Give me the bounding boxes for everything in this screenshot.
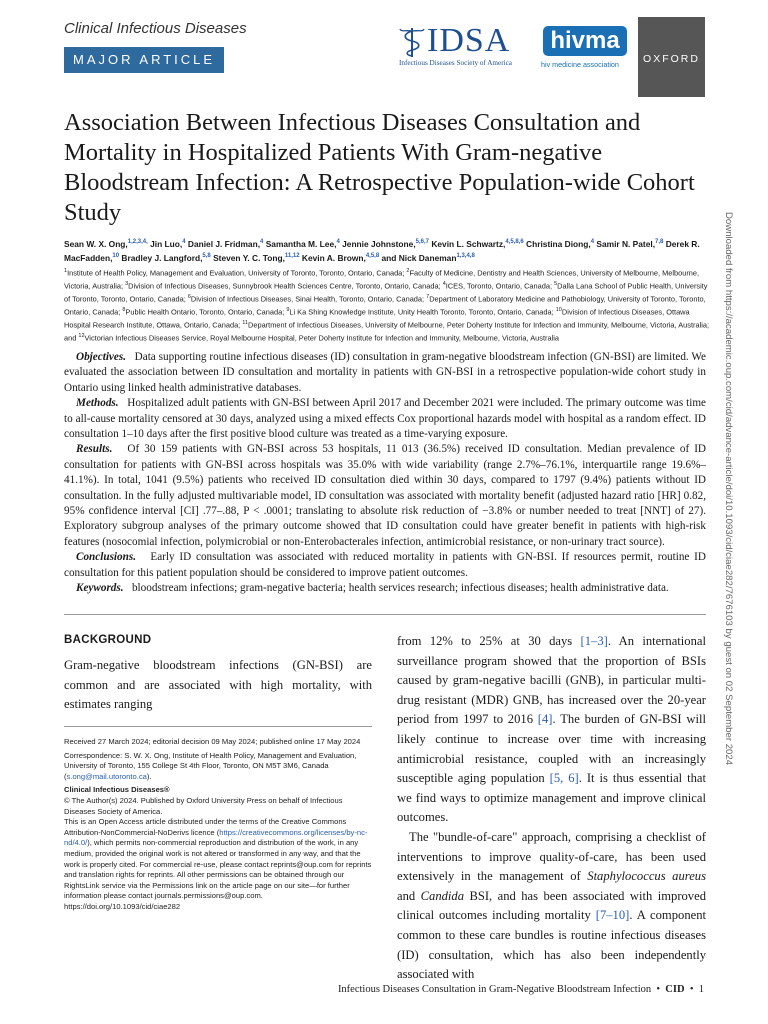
author-affiliation-marker: 5,6,7 (415, 239, 430, 245)
download-watermark (722, 212, 746, 832)
author-affiliation-marker: 4,5,8 (365, 252, 380, 259)
copyright: © The Author(s) 2024. Published by Oxford University Press on behalf of Infectious Diseases Society of America. (64, 795, 343, 816)
author-list (64, 236, 714, 264)
affiliation-marker: 1 (64, 268, 68, 274)
section-heading-background: BACKGROUND (64, 634, 152, 646)
author-name: Samantha M. Lee, (263, 238, 337, 249)
affiliation-marker: 11 (242, 319, 249, 326)
author-affiliation-marker: 4,5,8,6 (505, 239, 524, 245)
affiliation-text: Division of Infectious Diseases, Sunnybrook Health Sciences Centre, Toronto, Ontario, Canada; (128, 281, 443, 291)
author-affiliation-marker: 5,8 (202, 252, 211, 259)
citation-link[interactable]: [1–3] (580, 634, 608, 648)
author-name: Jin Luo, (147, 238, 183, 249)
journal-line: Clinical Infectious Diseases® (64, 785, 170, 795)
affiliation-text: ICES, Toronto, Ontario, Canada; (445, 281, 555, 291)
author-name: Bradley J. Langford, (119, 252, 203, 263)
oxford-logo: OXFORD (638, 17, 705, 97)
author-affiliation-marker: 11,12 (284, 252, 300, 259)
received-dates: Received 27 March 2024; editorial decision 09 May 2024; published online 17 May 2024 (64, 737, 361, 746)
author-name: Daniel J. Fridman, (185, 238, 261, 249)
article-title: Association Between Infectious Diseases Consultation and Mortality in Hospitalized Patients With Gram-negative Bloodstream Infection: A Retrospective Population-wide Cohort Study (64, 109, 695, 226)
affiliation-text: Faculty of Medicine, Dentistry and Health Sciences, University of Melbourne, Melbourne, Victoria, Australia; (64, 268, 700, 291)
background-right-column (397, 632, 706, 985)
citation-link[interactable]: [7–10] (595, 908, 630, 923)
idsa-logo (399, 24, 535, 68)
affiliation-marker: 8 (122, 306, 126, 313)
abstract-divider (64, 614, 706, 615)
author-affiliation-marker: 4 (336, 239, 340, 245)
license-link[interactable]: https://creativecommons.org/licenses/by-nc-nd/4.0/ (64, 827, 368, 848)
journal-name: Clinical Infectious Diseases (64, 20, 247, 37)
affiliation-text: Li Ka Shing Knowledge Institute, Unity Health Toronto, Toronto, Ontario, Canada; (289, 307, 556, 317)
abstract-methods: Methods. Hospitalized adult patients with GN-BSI between April 2017 and December 2021 were included. The primary outcome was time to all-cause mortality censored at 30 days, analyzed using a mixed effects Cox proportional hazards model with hospital as a random effect. ID consultation 1–10 days after the first positive blood culture was treated as a time-varying exposure. (64, 397, 706, 441)
citation-link[interactable]: [4] (537, 712, 553, 727)
author-name: Kevin L. Schwartz, (429, 238, 506, 249)
abstract-conclusions: Conclusions. Early ID consultation was associated with reduced mortality in patients with GN-BSI. If resources permit, routine ID consultation for this patient population should be considered to improve patient outcomes. (64, 551, 706, 579)
affiliation-marker: 9 (286, 306, 290, 313)
hivma-wordmark: hivma (543, 26, 627, 56)
caduceus-icon (399, 26, 425, 58)
correspondence: Correspondence: S. W. X. Ong, Institute of Health Policy, Management and Evaluation, University of Toronto, 155 College St 4th Floor, Toronto, ON M5T 3M6, Canada (s.ong@mail.utoronto.ca). (64, 750, 357, 781)
affiliation-marker: 3 (125, 280, 129, 287)
download-note: Downloaded from https://academic.oup.com/cid/advance-article/doi/10.1093/cid/ciae282/7676103 by guest on 02 September 2024 (723, 212, 734, 766)
author-name: Sean W. X. Ong, (64, 238, 128, 249)
affiliation-text: Institute of Health Policy, Management and Evaluation, University of Toronto, Toronto, Ontario, Canada; (67, 268, 407, 278)
affiliation-text: Division of Infectious Diseases, Ottawa Hospital Research Institute, Ottawa, Ontario, Canada; (64, 307, 690, 330)
journal-abbrev: CID (665, 984, 685, 995)
license-text: This is an Open Access article distributed under the terms of the Creative Commons Attribution-NonCommercial-NoDerivs licence (https://creativecommons.org/licenses/by-nc-nd/4.0/), which permits non-commercial reproduction and distribution of the work, in any medium, provided the original work is not altered or transformed in any way, and that the work is properly cited. For commercial re-use, please contact reprints@oup.com for reprints and translation rights for reprints. All other permissions can be obtained through our RightsLink service via the Permissions link on the article page on our site—for further information please contact journals.permissions@oup.com. (64, 817, 372, 901)
affiliation-text: Public Health Ontario, Toronto, Ontario, Canada; (125, 307, 287, 317)
author-name: Christina Diong, (523, 238, 591, 249)
page-number: 1 (698, 984, 704, 995)
doi-link[interactable]: https://doi.org/10.1093/cid/ciae282 (64, 901, 181, 911)
running-title: Infectious Diseases Consultation in Gram-Negative Bloodstream Infection (337, 984, 652, 995)
hivma-logo (541, 26, 627, 70)
affiliation-text: Division of Infectious Diseases, Sinai Health, Toronto, Ontario, Canada; (190, 294, 427, 304)
author-name: Derek R. MacFadden, (64, 238, 700, 263)
author-name: Samir N. Patel, (594, 238, 656, 249)
affiliations (64, 266, 714, 344)
affiliation-text: Department of Laboratory Medicine and Pathobiology, University of Toronto, Toronto, Ontario, Canada; (64, 294, 706, 317)
background-paragraph: The "bundle-of-care" approach, comprising a checklist of interventions to improve quality-of-care, has been used extensively in the management of Staphylococcus aureus and Candida BSI, and has been associated with improved clinical outcomes including mortality [7–10]. A component common to these care bundles is routine infectious diseases (ID) consultation, which has also been independently associated with (397, 829, 706, 982)
correspondence-email-link[interactable]: s.ong@mail.utoronto.ca (66, 771, 147, 781)
affiliation-marker: 5 (554, 280, 558, 287)
hivma-subtitle: hiv medicine association (541, 60, 619, 69)
abstract-objectives: Objectives. Data supporting routine infectious diseases (ID) consultation in gram-negative bloodstream infection (GN-BSI) are limited. We evaluated the association between ID consultation and mortality in patients with GN-BSI in a retrospective population-wide cohort study in Ontario using linked health administrative databases. (64, 351, 707, 394)
footnote-divider (64, 726, 372, 727)
affiliation-marker: 4 (442, 280, 446, 287)
abstract-keywords: Keywords. bloodstream infections; gram-negative bacteria; health services research; infectious diseases; health administrative data. (76, 582, 669, 595)
affiliation-text: Department of Infectious Diseases, University of Melbourne, Peter Doherty Institute for Infection and Immunity, Melbourne, Victoria, Australia; and (64, 320, 710, 343)
affiliation-marker: 6 (187, 293, 191, 300)
affiliation-marker: 2 (406, 268, 410, 274)
affiliation-marker: 10 (555, 306, 562, 313)
author-affiliation-marker: 10 (112, 252, 120, 259)
article-type-banner: MAJOR ARTICLE (64, 47, 224, 73)
idsa-subtitle: Infectious Diseases Society of America (399, 59, 512, 67)
abstract-results: Results. Of 30 159 patients with GN-BSI across 53 hospitals, 11 013 (36.5%) received ID consultation. Median prevalence of ID consultation for patients with GN-BSI across hospitals was 35.0% with wide variability (range 2.7%–76.1%, interquartile range 19.6%–41.1%). In total, 1041 (9.5%) patients who received ID consultation died within 30 days, compared to 1797 (9.4%) patients without ID consultation. In the fully adjusted multivariable model, ID consultation was associated with mortality benefit (adjusted hazard ratio [HR] 0.82, 95% confidence interval [CI] .77–.88, P < .0001; translating to absolute risk reduction of −3.8% or number needed to treat [NNT] of 27). Exploratory subgroup analyses of the primary outcome showed that ID consultation could have greater benefit in patients with high-risk features (nosocomial infection, polymicrobial or non-Enterobacterales infection, antimicrobial resistance, or non-urinary tract source). (64, 443, 706, 548)
background-left-column (64, 656, 372, 715)
affiliation-marker: 12 (78, 332, 85, 339)
author-affiliation-marker: 4 (182, 239, 186, 245)
page-footer: Infectious Diseases Consultation in Gram-Negative Bloodstream Infection • CID • 1 (337, 984, 704, 995)
citation-link[interactable]: [5, 6] (549, 771, 579, 786)
author-affiliation-marker: 7,8 (655, 239, 664, 245)
author-affiliation-marker: 1,2,3,4, (127, 239, 148, 245)
author-name: and Nick Daneman (379, 252, 457, 263)
background-paragraph: Gram-negative bloodstream infections (GN-BSI) are common and are associated with high mortality, with estimates ranging (64, 658, 372, 712)
affiliation-text: Dalla Lana School of Public Health, University of Toronto, Toronto, Ontario, Canada; (64, 281, 708, 304)
author-name: Kevin A. Brown, (299, 252, 366, 263)
author-name: Jennie Johnstone, (339, 238, 416, 249)
author-affiliation-marker: 4 (260, 239, 264, 245)
author-affiliation-marker: 4 (590, 239, 595, 245)
abstract (64, 350, 706, 597)
author-affiliation-marker: 1,3,4,8 (456, 252, 475, 259)
idsa-wordmark: IDSA (427, 22, 511, 59)
author-name: Steven Y. C. Tong, (210, 252, 285, 263)
background-paragraph: from 12% to 25% at 30 days [1–3]. An international surveillance program showed that the proportion of BSIs caused by gram-negative bacilli (GNB), in particular multi-drug resistant (MDR) GNB, has increased over the 20-year period from 1997 to 2016 [4]. The burden of GN-BSI will likely continue to increase over time with increasing antimicrobial resistance, coupled with an increasingly susceptible aging population [5, 6]. It is thus essential that we find ways to optimize management and improve clinical outcomes. (397, 634, 707, 825)
article-footnotes (64, 737, 372, 916)
affiliation-marker: 7 (426, 293, 430, 300)
affiliation-text: Victorian Infectious Diseases Service, Royal Melbourne Hospital, Peter Doherty Institute for Infection and Immunity, Melbourne, Victoria, Australia (84, 333, 559, 343)
